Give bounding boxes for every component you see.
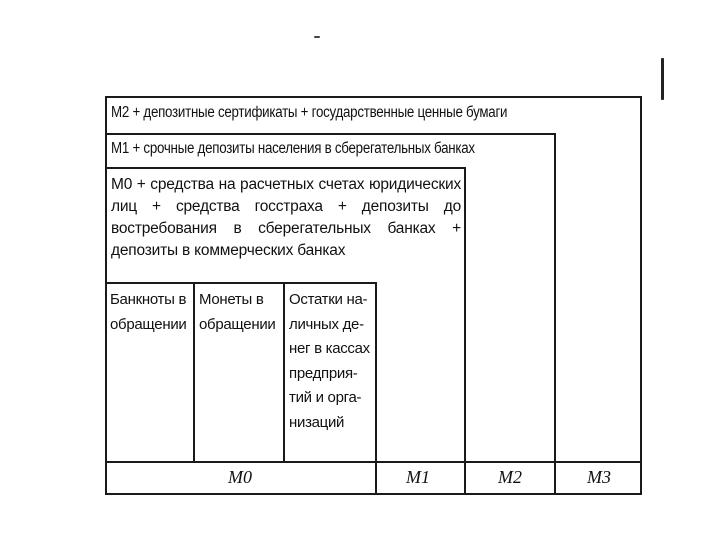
cell-banknotes: Банкноты в обращении: [110, 291, 187, 333]
m1-row-bottom: [105, 167, 465, 169]
label-m1: М1: [406, 467, 430, 487]
cells-right: [375, 282, 377, 495]
label-m3: М3: [587, 467, 611, 487]
frame-left: [105, 96, 107, 495]
cell-coins: Монеты в обращении: [199, 291, 276, 333]
m1-row-text: М1 + срочные депозиты населения в сберегательных банках: [111, 140, 475, 157]
cell-divider-2: [283, 282, 285, 462]
frame-top: [105, 96, 642, 98]
scan-mark: [314, 36, 320, 38]
label-m2: М2: [498, 467, 522, 487]
m2-region-right: [554, 133, 556, 495]
cell-divider-1: [193, 282, 195, 462]
m1-region-right: [464, 167, 466, 495]
label-m0: М0: [228, 467, 252, 487]
m0-block-text: М0 + средства на расчетных счетах юридических лиц + средства госстраха + депозиты до востребования в сберегательных банках + депозиты в коммерческих банках: [111, 176, 461, 259]
scan-mark: [661, 58, 664, 100]
frame-bottom: [105, 493, 642, 495]
frame-right: [640, 96, 642, 495]
label-row-top: [105, 461, 642, 463]
cells-top: [105, 282, 376, 284]
m2-row-bottom: [105, 133, 555, 135]
cell-cash-balances: Остатки на- личных де- нег в кассах предприя- тий и орга- низаций: [289, 291, 370, 431]
m2-row-text: М2 + депозитные сертификаты + государственные ценные бумаги: [111, 104, 508, 121]
